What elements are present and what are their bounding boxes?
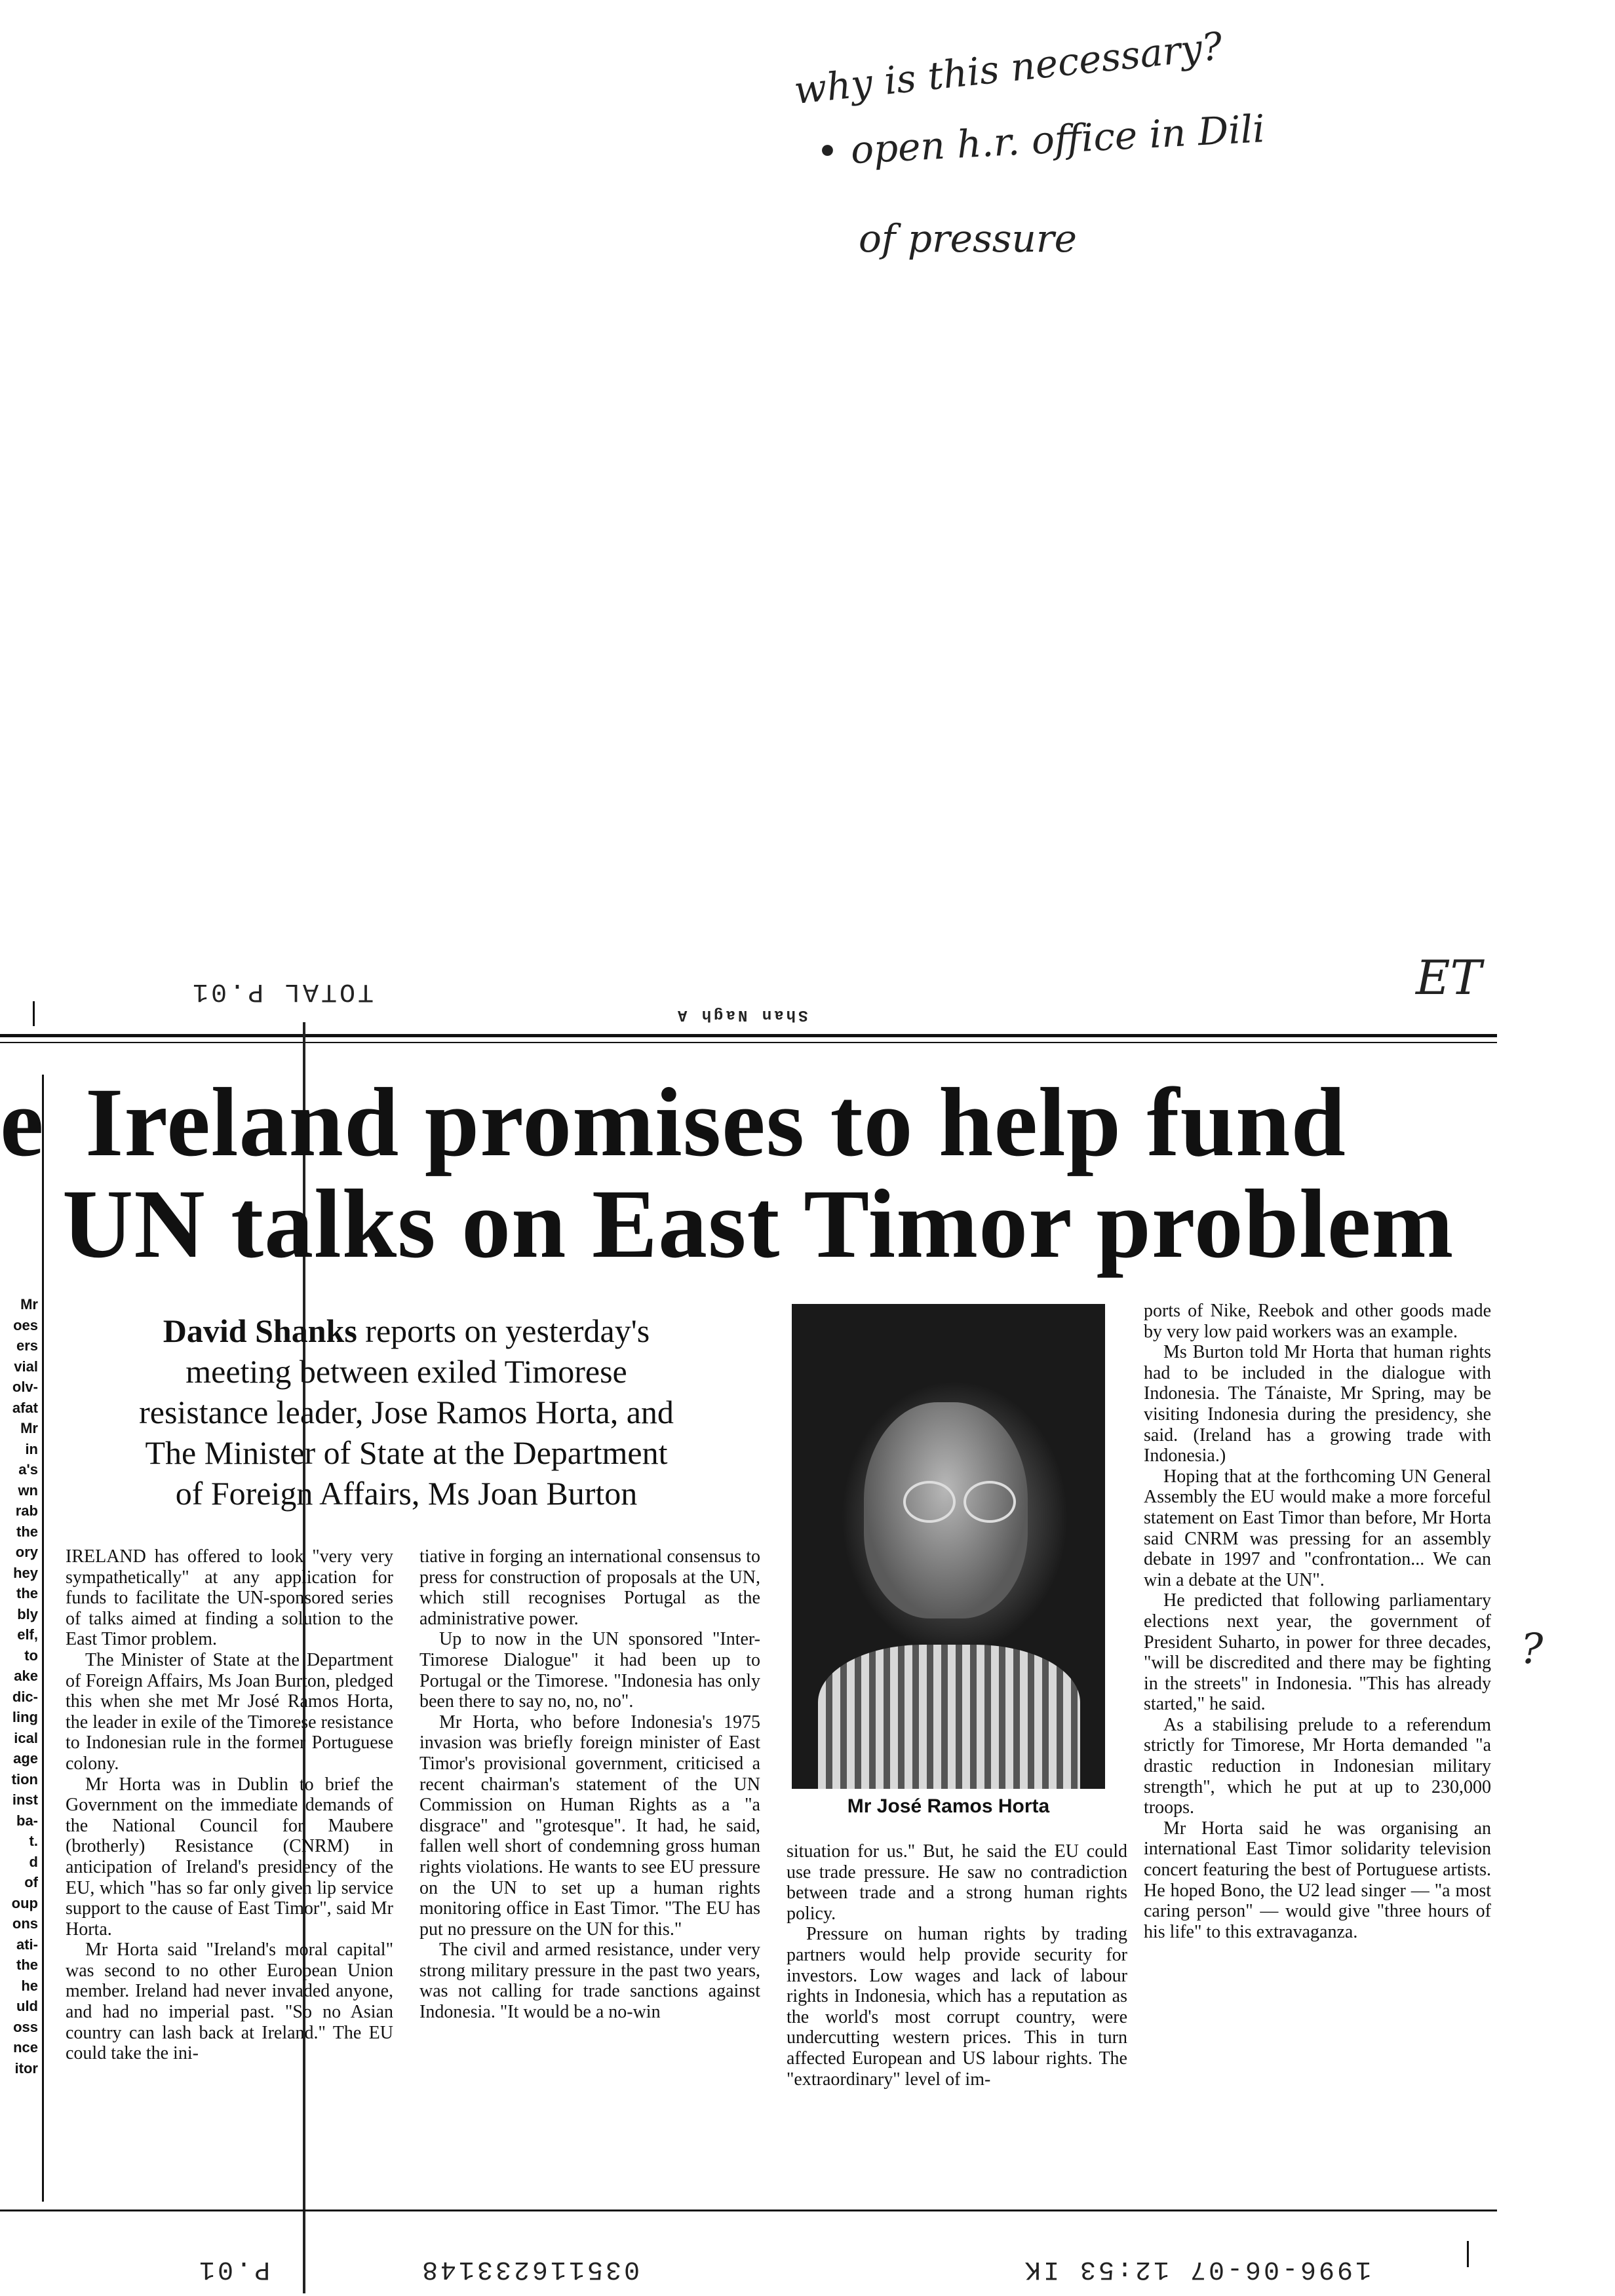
fax-footer-page: P.01 [197,2254,271,2284]
col2-paragraph: Mr Horta, who before Indonesia's 1975 invasion was briefly foreign minister of East Timor's provisional government, criticised a recent chairman's statement of the UN Commission on Human Rights as a "a disgrace" and "grotesque". It had, he said, fallen well short of condemning gross human rights violations. He wants to see EU pressure on the UN to set up a human rights monitoring office in East Timor. "The EU has put no pressure on the UN for this." [419,1712,760,1940]
deck-author: David Shanks [163,1312,357,1349]
col1-paragraph: The Minister of State at the Department of Foreign Affairs, Ms Joan Burton, pledged this when she met Mr José Ramos Horta, the leader in exile of the Timorese resistance to Indonesian rule in the former Portuguese colony. [66,1649,393,1774]
deck-line4: The Minister of State at the Department [145,1434,668,1471]
handwritten-note-line2: • open h.r. office in Dili [815,106,1266,174]
headline-line1: Ireland promises to help fund [85,1068,1346,1177]
col2-paragraph: Up to now in the UN sponsored "Inter-Timorese Dialogue" it had been up to Portugal or the Timorese. "Indonesia has only been there to say no, no, no". [419,1629,760,1712]
deck [52,1311,760,1514]
deck-line3: resistance leader, Jose Ramos Horta, and [139,1394,674,1430]
portrait-glasses-right [963,1481,1016,1523]
body-column-1 [66,1546,393,2202]
handwritten-margin-mark: ? [1521,1625,1544,1674]
col2-paragraph: The civil and armed resistance, under very strong military pressure in the past two years, was not calling for trade sanctions against Indonesia. "It would be a no-win [419,1940,760,2023]
handwritten-initials: ET [1416,950,1482,1005]
portrait-glasses-left [903,1481,956,1523]
left-column-rule [42,1075,44,2202]
fax-footer-datetime: 1996-06-07 12:53 IK [1022,2254,1372,2284]
handwritten-note-line1: why is this necessary? [792,23,1225,113]
deck-line2: meeting between exiled Timorese [185,1353,627,1390]
fax-sender-stamp: Shan Nagh A [675,1006,808,1024]
body-column-3 [787,1841,1127,2202]
portrait-shirt [818,1645,1080,1789]
col1-paragraph: Mr Horta was in Dublin to brief the Government on the immediate demands of the National Council for Maubere (brotherly) Resistance (CNRM) in anticipation of Ireland's presidency of the EU, which "has so far only given lip service support to the cause of East Timor", said Mr Horta. [66,1774,393,1940]
header-tick [33,1001,35,1026]
portrait-photo [792,1304,1105,1789]
col4-paragraph: As a stabilising prelude to a referendum strictly for Timorese, Mr Horta demanded "a drastic reduction in Indonesian military strength", which he put at up to 230,000 troops. [1144,1714,1491,1818]
footer-tick [1467,2241,1469,2267]
col2-paragraph: tiative in forging an international consensus to press for construction of proposals at the UN, which still recognises Portugal as the administrative power. [419,1546,760,1629]
fax-footer-number: 035116233148 [419,2254,640,2284]
left-edge-fragment: e [0,1068,44,1177]
col4-paragraph: Ms Burton told Mr Horta that human rights had to be included in the dialogue with Indonesia. The Tánaiste, Mr Spring, may be visiting Indonesia during the presidency, she said. (Ireland has a growing trade with Indonesia.) [1144,1342,1491,1466]
fax-total-pages: TOTAL P.01 [190,976,374,1006]
top-rule-thin [0,1042,1497,1043]
deck-line1-rest: reports on yesterday's [357,1312,650,1349]
col1-paragraph: Mr Horta said "Ireland's moral capital" was second to no other European Union member. Ireland had never invaded anyone, and had no imperial past. "So no Asian country can lash back at Ireland." The EU could take the ini- [66,1940,393,2064]
col4-paragraph: Mr Horta said he was organising an international East Timor solidarity television concert featuring the best of Portuguese artists. He hoped Bono, the U2 lead singer — "a most caring person" — would give "three hours of his life" to this extravaganza. [1144,1818,1491,1942]
col3-paragraph: situation for us." But, he said the EU could use trade pressure. He saw no contradiction between trade and a strong human rights policy. [787,1841,1127,1924]
headline-line2: UN talks on East Timor problem [62,1170,1454,1278]
body-column-4 [1144,1301,1491,2202]
photo-caption: Mr José Ramos Horta [847,1795,1050,1817]
col1-paragraph: IRELAND has offered to look "very very sympathetically" at any application for funds to facilitate the UN-sponsored series of talks aimed at finding a solution to the East Timor problem. [66,1546,393,1650]
col4-paragraph: ports of Nike, Reebok and other goods made by very low paid workers was an example. [1144,1301,1491,1342]
top-rule [0,1034,1497,1037]
body-column-2 [419,1546,760,2202]
col3-paragraph: Pressure on human rights by trading partners would help provide security for investors. Low wages and lack of labour rights in Indonesia, which has a reputation as the world's most corrupt country, were undercutting western prices. This in turn affected European and US labour rights. The "extraordinary" level of im- [787,1924,1127,2090]
deck-line1 [52,1311,760,1351]
adjacent-article-edge: Mr oes ers vial olv- afat Mr in a's wn rab the ory hey the bly elf, to ake dic- ling ical age tion inst ba- t. d of oup ons ati- the he uld oss nce itor [11,1296,38,2076]
bottom-rule [0,2210,1497,2211]
col4-paragraph: Hoping that at the forthcoming UN General Assembly the EU would make a more forceful statement on East Timor than before, Mr Horta said CNRM was pressing for an assembly debate in 1997 and "confrontation... We can win a debate at the UN". [1144,1466,1491,1590]
handwritten-note-line3: of pressure [859,216,1077,261]
deck-line5: of Foreign Affairs, Ms Joan Burton [175,1475,638,1512]
col4-paragraph: He predicted that following parliamentary elections next year, the government of President Suharto, in power for three decades, "will be discredited and there may be fighting in the streets" in Indonesia. "This has already started," he said. [1144,1590,1491,1715]
